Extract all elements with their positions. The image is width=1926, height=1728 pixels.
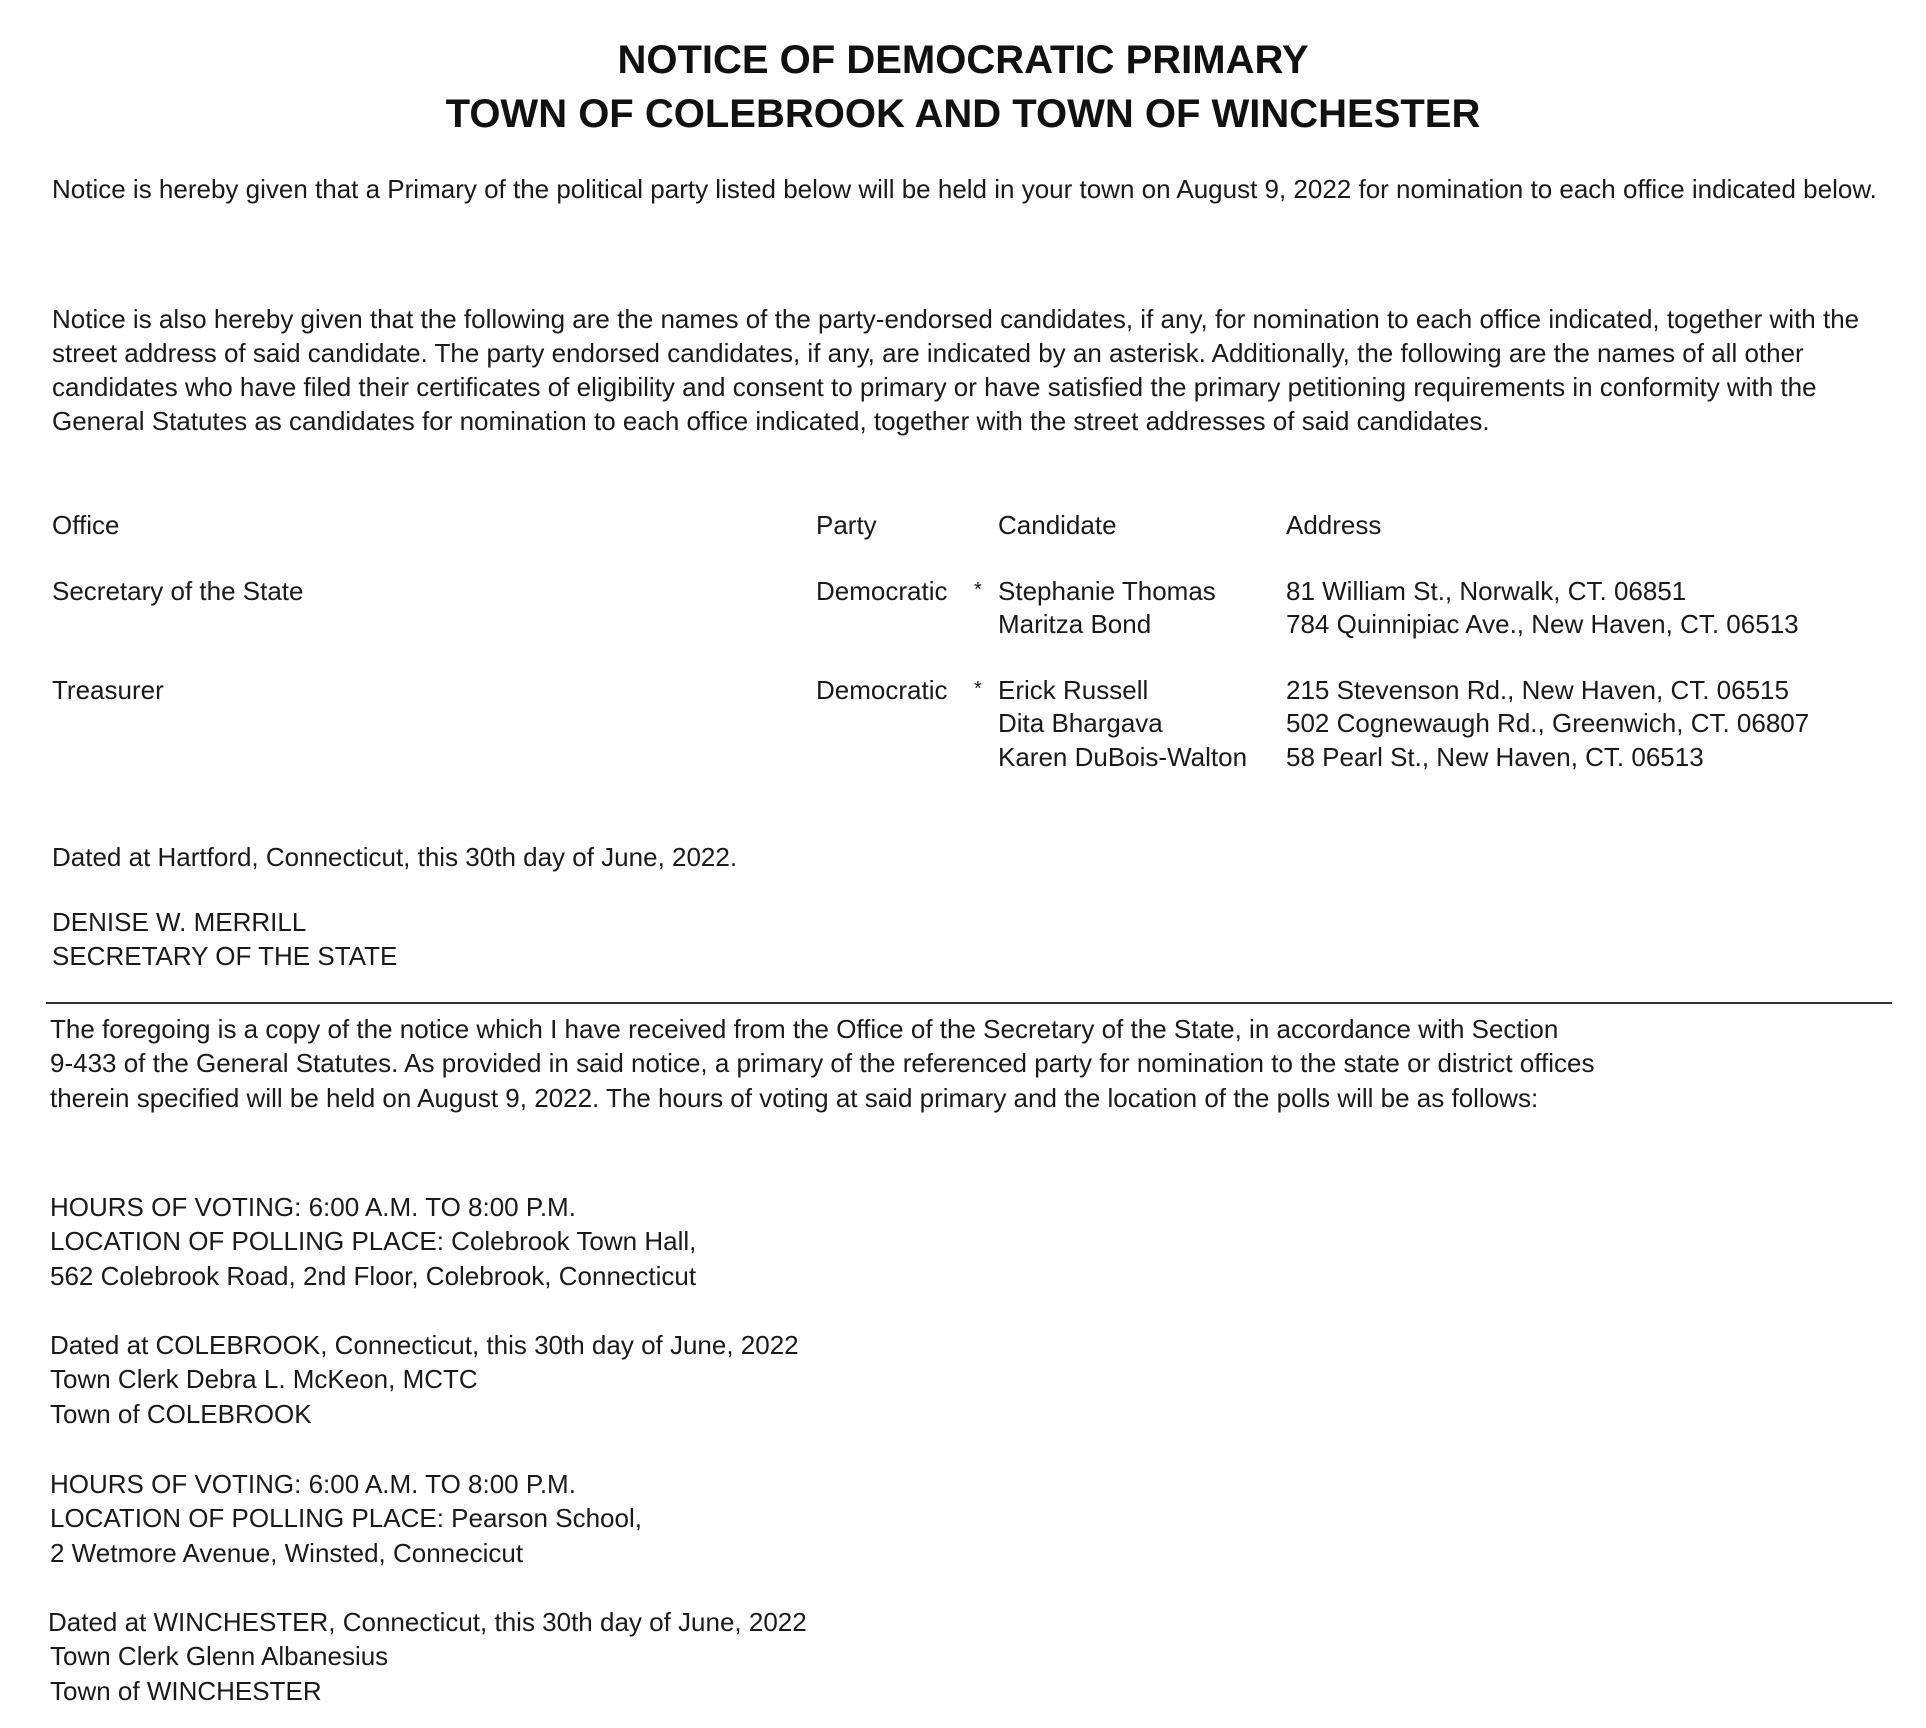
section-divider <box>46 1002 1892 1004</box>
party-column-header: Party <box>816 510 877 540</box>
candidate-address: 81 William St., Norwalk, CT. 06851 <box>1286 576 1687 606</box>
winchester-dated: Dated at WINCHESTER, Connecticut, this 30th day of June, 2022 <box>48 1607 807 1637</box>
candidate-address: 784 Quinnipiac Ave., New Haven, CT. 06513 <box>1286 609 1799 639</box>
party-name: Democratic <box>816 576 948 606</box>
colebrook-location: LOCATION OF POLLING PLACE: Colebrook Town Hall, <box>50 1226 697 1256</box>
candidate-name: Stephanie Thomas <box>998 576 1216 606</box>
colebrook-dated: Dated at COLEBROOK, Connecticut, this 30th day of June, 2022 <box>50 1330 799 1360</box>
endorsed-asterisk: * <box>974 678 982 700</box>
state-dated-line: Dated at Hartford, Connecticut, this 30th day of June, 2022. <box>52 842 738 872</box>
secretary-signer-name: DENISE W. MERRILL <box>52 907 307 937</box>
candidate-column-header: Candidate <box>998 510 1117 540</box>
candidate-name: Maritza Bond <box>998 609 1152 639</box>
candidate-name: Erick Russell <box>998 675 1149 705</box>
candidate-address: 58 Pearl St., New Haven, CT. 06513 <box>1286 742 1704 772</box>
colebrook-hours: HOURS OF VOTING: 6:00 A.M. TO 8:00 P.M. <box>50 1192 576 1222</box>
office-name: Secretary of the State <box>52 576 304 606</box>
address-column-header: Address <box>1286 510 1382 540</box>
colebrook-town: Town of COLEBROOK <box>50 1399 312 1429</box>
colebrook-address: 562 Colebrook Road, 2nd Floor, Colebrook, Connecticut <box>50 1261 697 1291</box>
endorsed-asterisk: * <box>974 579 982 601</box>
notice-title-line-2: TOWN OF COLEBROOK AND TOWN OF WINCHESTER <box>445 92 1481 136</box>
winchester-address: 2 Wetmore Avenue, Winsted, Connecicut <box>50 1538 524 1568</box>
colebrook-clerk: Town Clerk Debra L. McKeon, MCTC <box>50 1364 478 1394</box>
intro-paragraph-1: Notice is hereby given that a Primary of the political party listed below will be held in your town on August 9, 2022 for nomination to each office indicated below. <box>52 174 1877 204</box>
office-name: Treasurer <box>52 675 164 705</box>
winchester-town: Town of WINCHESTER <box>50 1676 322 1706</box>
candidate-name: Dita Bhargava <box>998 708 1163 738</box>
foregoing-line-3: therein specified will be held on August 9, 2022. The hours of voting at said primary and the location of the polls will be as follows: <box>50 1083 1539 1113</box>
secretary-signer-title: SECRETARY OF THE STATE <box>52 941 398 971</box>
winchester-location: LOCATION OF POLLING PLACE: Pearson School, <box>50 1503 642 1533</box>
winchester-hours: HOURS OF VOTING: 6:00 A.M. TO 8:00 P.M. <box>50 1469 576 1499</box>
candidate-name: Karen DuBois-Walton <box>998 742 1248 772</box>
notice-title-line-1: NOTICE OF DEMOCRATIC PRIMARY <box>617 38 1309 82</box>
office-column-header: Office <box>52 510 120 540</box>
candidate-address: 502 Cognewaugh Rd., Greenwich, CT. 06807 <box>1286 708 1810 738</box>
candidate-address: 215 Stevenson Rd., New Haven, CT. 06515 <box>1286 675 1789 705</box>
party-name: Democratic <box>816 675 948 705</box>
foregoing-line-1: The foregoing is a copy of the notice which I have received from the Office of the Secretary of the State, in accordance with Section <box>50 1014 1559 1044</box>
intro-paragraph-2: Notice is also hereby given that the following are the names of the party-endorsed candidates, if any, for nomination to each office indicated, together with the street address of said candidate. The party endorsed candidates, if any, are indicated by an asterisk. Additionally, the following are the names of all other candidates who have filed their certificates of eligibility and consent to primary or have satisfied the primary petitioning requirements in conformity with the General Statutes as candidates for nomination to each office indicated, together with the street addresses of said candidates. <box>52 304 1860 436</box>
foregoing-line-2: 9-433 of the General Statutes. As provided in said notice, a primary of the referenced party for nomination to the state or district offices <box>50 1048 1595 1078</box>
winchester-clerk: Town Clerk Glenn Albanesius <box>50 1641 389 1671</box>
